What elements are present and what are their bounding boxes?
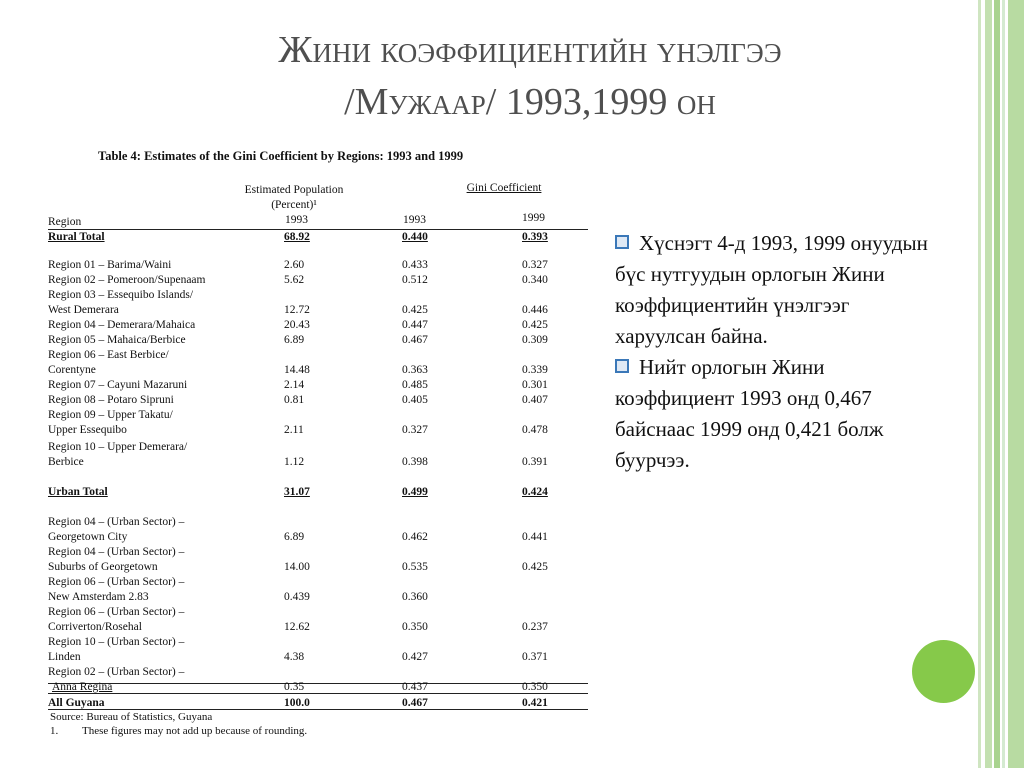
cell-gini-1993: 0.405 (402, 394, 428, 406)
footnote-text: These figures may not add up because of rounding. (82, 725, 308, 737)
row-label: Region 10 – Upper Demerara/ (48, 441, 188, 453)
cell-gini-1999: 0.371 (522, 651, 548, 663)
row-label: Georgetown City (48, 531, 128, 543)
row-label: Region 04 – Demerara/Mahaica (48, 319, 196, 331)
note-item (615, 228, 945, 352)
cell-gini-1999: 0.340 (522, 274, 548, 286)
cell-gini-1993: 0.360 (402, 591, 428, 603)
cell-gini-1999: 0.327 (522, 259, 548, 271)
cell-population: 0.35 (284, 681, 305, 693)
row-label: Urban Total (48, 486, 108, 498)
slide-title-line-2: /Мужаар/ 1993,1999 он (344, 81, 716, 123)
cell-gini-1999: 0.446 (522, 304, 548, 316)
cell-population: 4.38 (284, 651, 305, 663)
cell-gini-1999: 0.350 (522, 681, 548, 693)
row-label: Corriverton/Rosehal (48, 621, 142, 633)
cell-population: 5.62 (284, 274, 305, 286)
cell-population: 20.43 (284, 319, 310, 331)
note-item (615, 352, 945, 476)
row-label: Region 06 – (Urban Sector) – (48, 576, 185, 588)
row-label: Region 05 – Mahaica/Berbice (48, 334, 186, 346)
table-rule (48, 683, 588, 684)
decor-stripe (994, 0, 1000, 768)
cell-population: 12.72 (284, 304, 310, 316)
table-source: Source: Bureau of Statistics, Guyana (50, 711, 213, 723)
cell-population: 2.60 (284, 259, 305, 271)
column-header-gini-1999: 1999 (522, 212, 545, 224)
table-rule (48, 229, 588, 230)
cell-gini-1993: 0.499 (402, 486, 428, 498)
cell-gini-1999: 0.425 (522, 561, 548, 573)
cell-gini-1999: 0.391 (522, 456, 548, 468)
note-text: Хүснэгт 4-д 1993, 1999 онуудын бүс нутгуудын орлогын Жини коэффициентийн үнэлгээг харуулсан байна. (615, 231, 928, 348)
checkbox-bullet-icon (615, 359, 629, 373)
row-label: Region 10 – (Urban Sector) – (48, 636, 185, 648)
cell-population: 14.00 (284, 561, 310, 573)
cell-gini-1999: 0.424 (522, 486, 548, 498)
cell-population: 14.48 (284, 364, 310, 376)
cell-gini-1993: 0.467 (402, 697, 428, 709)
cell-gini-1993: 0.433 (402, 259, 428, 271)
row-label: Region 04 – (Urban Sector) – (48, 546, 185, 558)
cell-gini-1999: 0.425 (522, 319, 548, 331)
row-label: Upper Essequibo (48, 424, 127, 436)
cell-gini-1993: 0.437 (402, 681, 428, 693)
column-header-gini-1993: 1993 (403, 214, 426, 226)
footnote-number: 1. (50, 725, 59, 737)
table-caption: Table 4: Estimates of the Gini Coefficient by Regions: 1993 and 1999 (98, 149, 464, 163)
cell-population: 2.14 (284, 379, 305, 391)
cell-gini-1993: 0.535 (402, 561, 428, 573)
checkbox-bullet-icon (615, 235, 629, 249)
decor-stripe (1002, 0, 1005, 768)
cell-gini-1993: 0.425 (402, 304, 428, 316)
cell-gini-1999: 0.393 (522, 231, 548, 243)
decor-circle (912, 640, 975, 703)
header-gini: Gini Coefficient (466, 182, 542, 194)
decor-stripe (1008, 0, 1024, 768)
cell-gini-1993: 0.350 (402, 621, 428, 633)
column-header-pop-1993: 1993 (285, 214, 308, 226)
row-label: Region 07 – Cayuni Mazaruni (48, 379, 188, 391)
row-label: Region 01 – Barima/Waini (48, 259, 172, 271)
cell-gini-1993: 0.440 (402, 231, 428, 243)
row-label: Corentyne (48, 364, 96, 376)
row-label: All Guyana (48, 697, 105, 709)
cell-gini-1999: 0.478 (522, 424, 548, 436)
cell-population: 2.11 (284, 424, 304, 436)
cell-gini-1993: 0.427 (402, 651, 428, 663)
cell-population: 12.62 (284, 621, 310, 633)
row-label: Region 09 – Upper Takatu/ (48, 409, 173, 421)
cell-population: 31.07 (284, 486, 310, 498)
row-label: Suburbs of Georgetown (48, 561, 158, 573)
header-population-unit: (Percent)¹ (271, 199, 317, 211)
cell-gini-1993: 0.327 (402, 424, 428, 436)
cell-population: 0.81 (284, 394, 305, 406)
slide-title (130, 24, 930, 128)
scanned-table (44, 146, 604, 746)
row-label: Rural Total (48, 231, 105, 243)
cell-population: 6.89 (284, 531, 305, 543)
decor-stripe (978, 0, 981, 768)
cell-population: 68.92 (284, 231, 310, 243)
cell-gini-1993: 0.512 (402, 274, 428, 286)
cell-gini-1999: 0.339 (522, 364, 548, 376)
table-rule (48, 709, 588, 710)
row-label: West Demerara (48, 304, 119, 316)
cell-gini-1999: 0.421 (522, 697, 548, 709)
table-rule (48, 693, 588, 694)
row-label: Region 06 – (Urban Sector) – (48, 606, 185, 618)
header-population: Estimated Population (244, 184, 344, 196)
cell-gini-1993: 0.485 (402, 379, 428, 391)
row-label: Linden (48, 651, 81, 663)
cell-gini-1993: 0.363 (402, 364, 428, 376)
cell-gini-1999: 0.301 (522, 379, 548, 391)
row-label: Region 06 – East Berbice/ (48, 349, 169, 361)
row-label: Region 02 – (Urban Sector) – (48, 666, 185, 678)
cell-population: 0.439 (284, 591, 310, 603)
row-label: Region 08 – Potaro Sipruni (48, 394, 174, 406)
row-label: Region 02 – Pomeroon/Supenaam (48, 274, 206, 286)
cell-gini-1999: 0.441 (522, 531, 548, 543)
row-label: Region 04 – (Urban Sector) – (48, 516, 185, 528)
slide-title-line-1: Жини коэффициентийн үнэлгээ (278, 29, 782, 71)
cell-gini-1999: 0.309 (522, 334, 548, 346)
decor-stripe (985, 0, 992, 768)
row-label: Anna Regina (52, 681, 113, 693)
cell-gini-1999: 0.407 (522, 394, 548, 406)
cell-population: 1.12 (284, 456, 305, 468)
row-label: New Amsterdam 2.83 (48, 591, 149, 603)
cell-gini-1993: 0.462 (402, 531, 428, 543)
row-label: Region 03 – Essequibo Islands/ (48, 289, 194, 301)
cell-gini-1993: 0.398 (402, 456, 428, 468)
note-text: Нийт орлогын Жини коэффициент 1993 онд 0,467 байснаас 1999 онд 0,421 болж буурчээ. (615, 355, 884, 472)
row-label: Berbice (48, 456, 84, 468)
cell-gini-1993: 0.447 (402, 319, 428, 331)
cell-gini-1993: 0.467 (402, 334, 428, 346)
notes-list (615, 228, 945, 476)
cell-gini-1999: 0.237 (522, 621, 548, 633)
column-header-region: Region (48, 216, 82, 228)
cell-population: 100.0 (284, 697, 310, 709)
cell-population: 6.89 (284, 334, 305, 346)
